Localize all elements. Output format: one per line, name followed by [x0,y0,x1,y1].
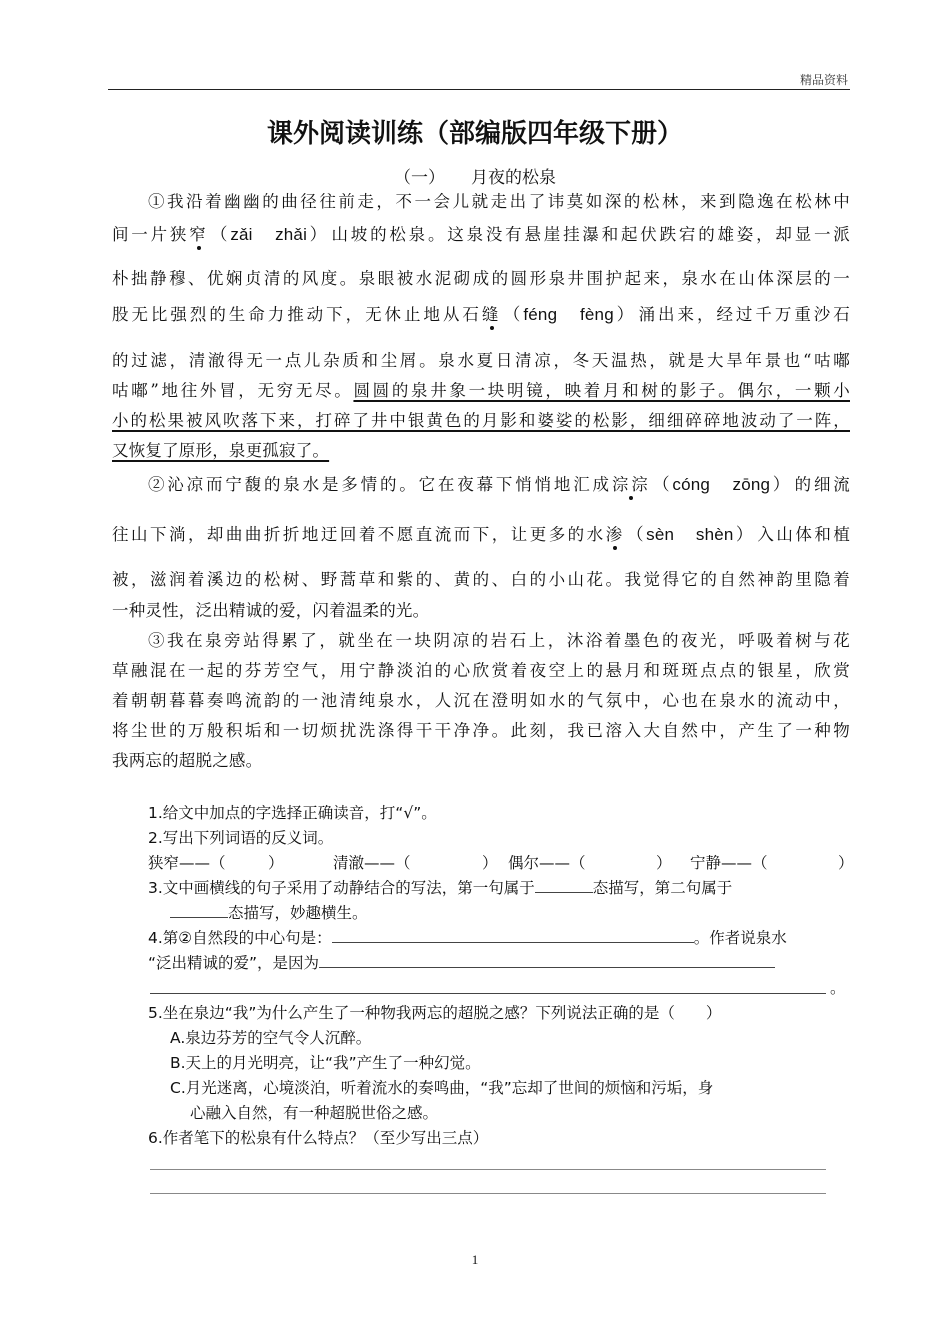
antonym-item: 偶尔——（ [508,854,586,872]
answer-line[interactable] [150,993,826,994]
pinyin-choice: （zǎi zhǎi） [210,225,330,244]
p1-line-8 [112,440,850,462]
question-2: 2.写出下列词语的反义词。 [148,829,334,847]
text-span: 的细流 [794,475,850,494]
p3-line-1: ③我在泉旁站得累了，就坐在一块阴凉的岩石上，沐浴着墨色的夜光，呼吸着树与花 [148,631,850,650]
text-span: 往山下淌，却曲曲折折地迂回着不愿直流而下，让更多的水 [112,525,606,544]
dotted-char: 渗 [605,525,625,544]
pinyin-choice: （féng fèng） [503,305,637,324]
antonym-close: ） [482,854,498,872]
header-rule [108,89,850,90]
text-span: 4.第②自然段的中心句是： [148,929,332,947]
passage-subtitle [0,163,950,188]
text-span: 态描写，妙趣横生。 [228,904,368,922]
pinyin-choice: （sèn shèn） [626,525,756,544]
antonym-close: ） [268,854,284,872]
question-4-cont [148,952,775,974]
header-label: 精品资料 [799,73,848,87]
page-title: 课外阅读训练（部编版四年级下册） [266,119,683,149]
option-b: B.天上的月光明亮，让“我”产生了一种幻觉。 [170,1054,481,1072]
p1-line-7 [112,410,850,432]
dotted-char: 淙淙 [611,475,651,494]
p2-line-4: 一种灵性，泛出精诚的爱，闪着温柔的光。 [112,601,430,620]
text-span: “泛出精诚的爱”，是因为 [148,954,320,972]
page-number: 1 [471,1252,479,1267]
p1-line-4 [112,304,850,326]
p1-line-2 [112,224,850,246]
passage-title: 月夜的松泉 [471,168,556,188]
text-span: 间一片狭 [112,225,190,244]
question-3-cont [170,902,368,924]
p2-line-2 [112,524,850,546]
antonym-close: ） [838,854,854,872]
p1-line-3: 朴拙静穆、优娴贞清的风度。泉眼被水泥砌成的圆形泉井围护起来，泉水在山体深层的一 [112,269,850,288]
antonym-close: ） [656,854,672,872]
option-c: C.月光迷离，心境淡泊，听着流水的奏鸣曲，“我”忘却了世间的烦恼和污垢，身 [170,1079,714,1097]
answer-blank[interactable] [170,902,228,918]
question-4-end: 。 [830,979,846,997]
answer-blank[interactable] [319,952,775,968]
p2-line-1 [148,474,850,496]
answer-blank[interactable] [535,877,593,893]
antonym-item: 宁静——（ [690,854,768,872]
text-span: 3.文中画横线的句子采用了动静结合的写法，第一句属于 [148,879,535,897]
question-3 [148,877,732,899]
question-5: 5.坐在泉边“我”为什么产生了一种物我两忘的超脱之感？下列说法正确的是（ ） [148,1004,722,1022]
antonym-item: 清澈——（ [333,854,411,872]
p1-line-5: 的过滤，清澈得无一点儿杂质和尘屑。泉水夏日清凉，冬天温热，就是大旱年景也“咕嘟 [112,351,850,370]
question-4 [148,927,787,949]
underlined-sentence: 小的松果被风吹落下来，打碎了井中银黄色的月影和婆娑的松影，细细碎碎地波动了一阵， [112,411,850,430]
p1-line-1: ①我沿着幽幽的曲径往前走，不一会儿就走出了讳莫如深的松林，来到隐逸在松林中 [148,192,850,211]
dotted-char: 窄 [189,225,209,244]
answer-line[interactable] [150,1193,826,1194]
underlined-sentence: 圆圆的泉井象一块明镜，映着月和树的影子。偶尔，一颗小 [353,381,850,400]
text-span: 山坡的松泉。这泉没有悬崖挂瀑和起伏跌宕的雄姿，却显一派 [331,225,851,244]
p2-line-3: 被，滋润着溪边的松树、野蒿草和紫的、黄的、白的小山花。我觉得它的自然神韵里隐着 [112,570,850,589]
text-span: 态描写，第二句属于 [592,879,733,897]
text-span: 。作者说泉水 [693,929,787,947]
underlined-sentence: 又恢复了原形，泉更孤寂了。 [112,441,330,460]
p3-line-2: 草融混在一起的芬芳空气，用宁静淡泊的心欣赏着夜空上的悬月和斑斑点点的银星，欣赏 [112,661,850,680]
p3-line-5: 我两忘的超脱之感。 [112,751,263,770]
option-c-cont: 心融入自然，有一种超脱世俗之感。 [190,1104,439,1122]
answer-blank[interactable] [332,927,694,943]
dotted-char: 缝 [481,305,502,324]
text-span: ②沁凉而宁馥的泉水是多情的。它在夜幕下悄悄地汇成 [148,475,612,494]
passage-number: （一） [394,168,445,188]
p1-line-6 [112,380,850,402]
p3-line-3: 着朝朝暮暮奏鸣流韵的一池清纯泉水，人沉在澄明如水的气氛中，心也在泉水的流动中， [112,691,850,710]
pinyin-choice: （cóng zōng） [652,475,793,494]
option-a: A.泉边芬芳的空气令人沉醉。 [170,1029,372,1047]
text-span: 入山体和植 [757,525,851,544]
question-1: 1.给文中加点的字选择正确读音，打“√”。 [148,804,437,822]
question-6: 6.作者笔下的松泉有什么特点？（至少写出三点） [148,1129,489,1147]
p3-line-4: 将尘世的万般积垢和一切烦扰洗涤得干干净净。此刻，我已溶入大自然中，产生了一种物 [112,721,850,740]
text-span: 涌出来，经过千万重沙石 [638,305,850,324]
answer-line[interactable] [150,1169,826,1170]
text-span: 咕嘟”地往外冒，无穷无尽。 [112,381,354,400]
text-span: 股无比强烈的生命力推动下，无休止地从石 [112,305,482,324]
antonym-item: 狭窄——（ [148,854,226,872]
